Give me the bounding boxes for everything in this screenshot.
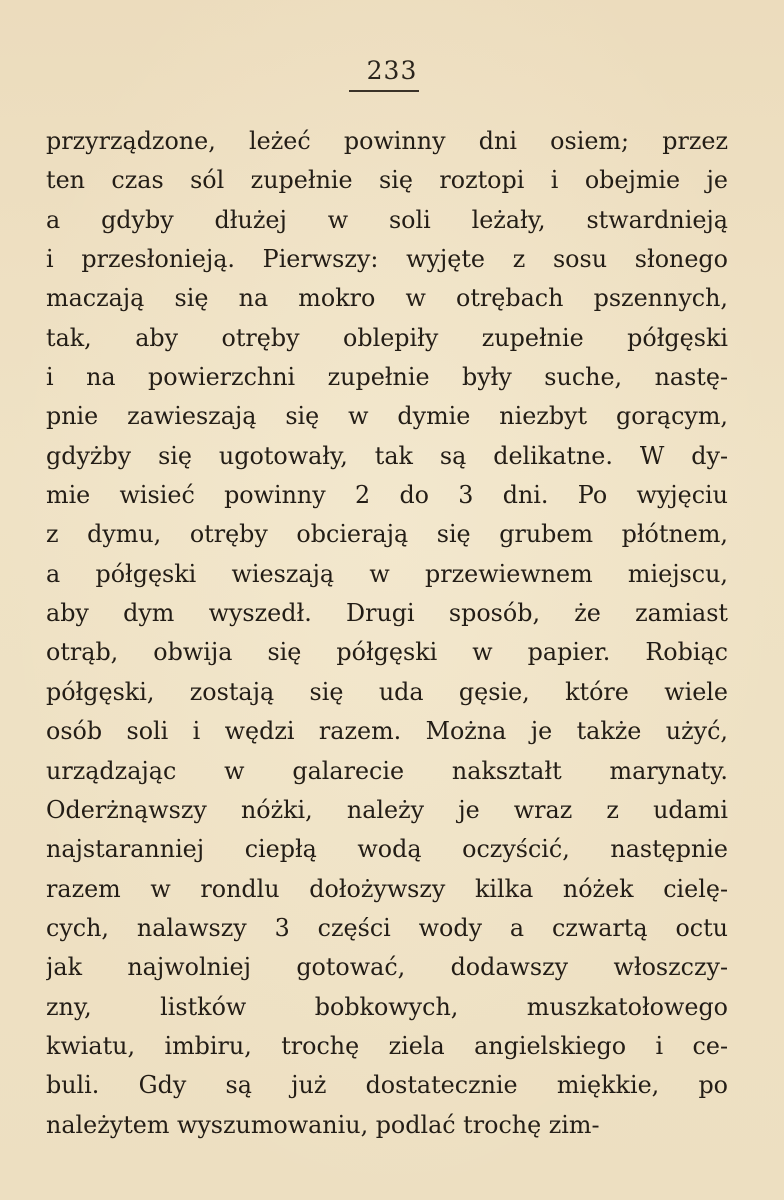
text-line: mie wisieć powinny 2 do 3 dni. Po wyjęciu (46, 481, 728, 510)
page-number: 233 (366, 56, 418, 85)
text-line: kwiatu, imbiru, trochę ziela angielskiego i ce- (46, 1031, 728, 1060)
text-line: zny, listków bobkowych, muszkatołowego (46, 992, 728, 1021)
text-line: a gdyby dłużej w soli leżały, stwardnieją (46, 205, 728, 234)
text-line: aby dym wyszedł. Drugi sposób, że zamiast (46, 599, 728, 628)
text-line: należytem wyszumowaniu, podlać trochę zim- (46, 1110, 600, 1139)
text-line: razem w rondlu dołożywszy kilka nóżek cielę- (46, 874, 728, 903)
text-line: buli. Gdy są już dostatecznie miękkie, po (46, 1071, 728, 1100)
text-line: ten czas sól zupełnie się roztopi i obejmie je (46, 166, 728, 195)
text-line: otrąb, obwija się półgęski w papier. Robiąc (46, 638, 728, 667)
text-line: tak, aby otręby oblepiły zupełnie półgęski (46, 323, 728, 352)
text-line: jak najwolniej gotować, dodawszy włoszczy- (46, 953, 728, 982)
text-line: przyrządzone, leżeć powinny dni osiem; przez (46, 127, 728, 155)
text-line: a półgęski wieszają w przewiewnem miejscu, (46, 559, 728, 588)
text-line: półgęski, zostają się uda gęsie, które wiele (46, 677, 728, 706)
text-line: cych, nalawszy 3 części wody a czwartą octu (46, 913, 728, 942)
page-number-underline (349, 90, 419, 92)
body-text (46, 122, 728, 1145)
text-line: i na powierzchni zupełnie były suche, nastę- (46, 363, 728, 392)
text-line: maczają się na mokro w otrębach pszennych, (46, 284, 728, 313)
text-line: gdyżby się ugotowały, tak są delikatne. W dy- (46, 441, 728, 470)
text-line: z dymu, otręby obcierają się grubem płótnem, (46, 520, 728, 549)
text-line: Oderżnąwszy nóżki, należy je wraz z udami (46, 795, 728, 824)
text-line: pnie zawieszają się w dymie niezbyt gorącym, (46, 402, 728, 431)
text-line: urządzając w galarecie nakształt marynaty. (46, 756, 728, 785)
text-line: najstaranniej ciepłą wodą oczyścić, następnie (46, 835, 728, 864)
text-line: i przesłonieją. Pierwszy: wyjęte z sosu słonego (46, 245, 728, 274)
text-line: osób soli i wędzi razem. Można je także użyć, (46, 717, 728, 746)
